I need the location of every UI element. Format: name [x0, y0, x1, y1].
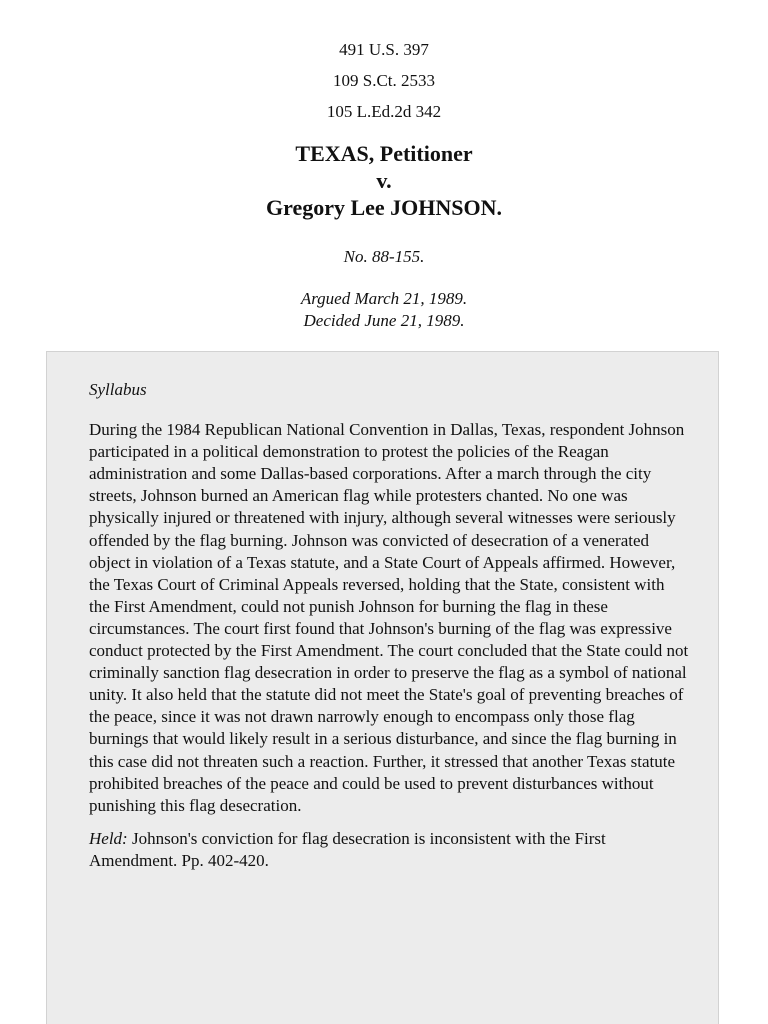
respondent-name: Gregory Lee JOHNSON.	[265, 195, 503, 220]
case-caption	[0, 140, 768, 221]
us-reports-citation: 491 U.S. 397	[339, 40, 429, 59]
held-paragraph	[89, 828, 689, 872]
docket-number: No. 88-155.	[343, 247, 425, 266]
held-text: Johnson's conviction for flag desecration is inconsistent with the First Amendment. Pp. 402-420.	[89, 828, 606, 870]
syllabus-panel	[46, 351, 719, 1024]
citation-block	[0, 34, 768, 127]
syllabus-heading: Syllabus	[89, 380, 147, 399]
decided-date: Decided June 21, 1989.	[303, 311, 465, 330]
petitioner-name: TEXAS, Petitioner	[295, 141, 473, 166]
versus-label: v.	[376, 168, 392, 193]
syllabus-content	[89, 379, 689, 872]
argued-date: Argued March 21, 1989.	[300, 289, 468, 308]
case-dates	[0, 288, 768, 332]
supreme-court-reporter-citation: 109 S.Ct. 2533	[332, 71, 436, 90]
lawyers-edition-citation: 105 L.Ed.2d 342	[326, 102, 442, 121]
held-label: Held:	[89, 828, 128, 848]
syllabus-paragraph: During the 1984 Republican National Convention in Dallas, Texas, respondent Johnson participated in a political demonstration to protest the policies of the Reagan administration and some Dallas-based corporations. After a march through the city streets, Johnson burned an American flag while protesters chanted. No one was physically injured or threatened with injury, although several witnesses were seriously offended by the flag burning. Johnson was convicted of desecration of a venerated object in violation of a Texas statute, and a State Court of Appeals affirmed. However, the Texas Court of Criminal Appeals reversed, holding that the State, consistent with the First Amendment, could not punish Johnson for burning the flag in these circumstances. The court first found that Johnson's burning of the flag was expressive conduct protected by the First Amendment. The court concluded that the State could not criminally sanction flag desecration in order to preserve the flag as a symbol of national unity. It also held that the statute did not meet the State's goal of preventing breaches of the peace, since it was not drawn narrowly enough to encompass only those flag burnings that would likely result in a serious disturbance, and since the flag burning in this case did not threaten such a reaction. Further, it stressed that another Texas statute prohibited breaches of the peace and could be used to prevent disturbances without punishing this flag desecration.	[89, 420, 689, 815]
